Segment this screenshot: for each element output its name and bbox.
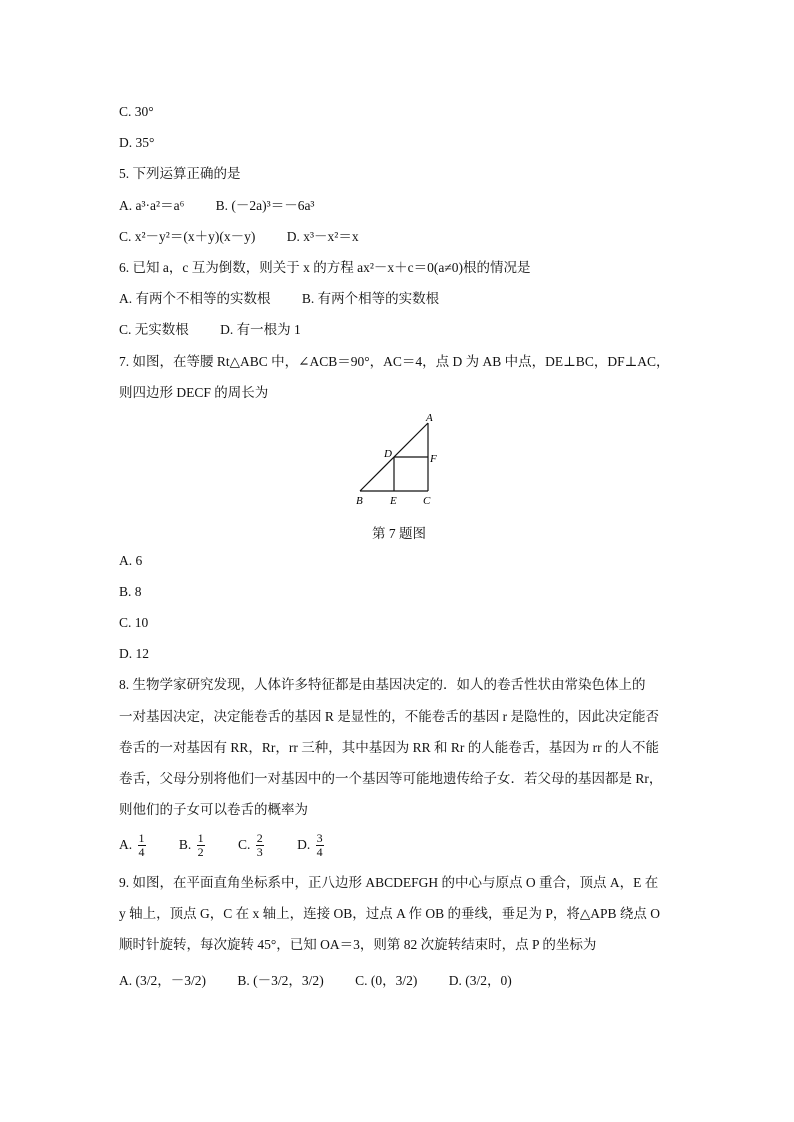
q5-stem: 5. 下列运算正确的是	[119, 166, 241, 181]
q9-option-c-suffix: )	[412, 973, 418, 988]
q7-option-a: A. 6	[119, 553, 143, 568]
q9-option-c-y: 3/2	[395, 973, 413, 988]
q8-option-c-label: C.	[238, 837, 251, 852]
q8-option-d-label: D.	[297, 837, 311, 852]
q6-options-row1	[119, 291, 467, 307]
q9-option-b-y: 3/2	[301, 973, 320, 988]
q8-line3: 卷舌的一对基因有 RR，Rr，rr 三种，其中基因为 RR 和 Rr 的人能卷舌，基因为 rr 的人不能	[119, 740, 659, 755]
q5-options-row2	[119, 229, 387, 245]
label-e: E	[390, 495, 397, 507]
q6-option-d: D. 有一根为 1	[220, 322, 301, 337]
q9-option-d-x: 3/2	[469, 973, 487, 988]
q9-option-a-y: －3/2	[170, 973, 202, 988]
q8-option-b-fraction	[197, 832, 205, 859]
q9-option-b-prefix: B. (	[237, 973, 258, 988]
q9-option-d-suffix: ，0)	[486, 973, 512, 988]
numerator: 2	[256, 831, 263, 846]
q9-option-a-prefix: A. (	[119, 973, 140, 988]
q8-option-a-label: A.	[119, 837, 133, 852]
q9-options	[119, 966, 540, 996]
separator: ，	[288, 973, 302, 988]
q5-option-a: A. a³·a²＝a⁶	[119, 198, 185, 213]
numerator: 1	[138, 831, 145, 846]
q9-line1: 9. 如图，在平面直角坐标系中，正八边形 ABCDEFGH 的中心与原点 O 重合，顶点 A，E 在	[119, 875, 659, 890]
q5-option-b: B. (－2a)³＝－6a³	[215, 198, 315, 213]
denominator: 3	[256, 845, 263, 860]
label-f: F	[430, 453, 437, 465]
q6-stem: 6. 已知 a，c 互为倒数，则关于 x 的方程 ax²－x＋c＝0(a≠0)根的情况是	[119, 260, 531, 275]
q8-line2: 一对基因决定，决定能卷舌的基因 R 是显性的，不能卷舌的基因 r 是隐性的，因此决定能否	[119, 709, 659, 724]
q9-line2: y 轴上，顶点 G，C 在 x 轴上，连接 OB，过点 A 作 OB 的垂线，垂足为 P，将△APB 绕点 O	[119, 906, 661, 921]
numerator: 1	[197, 831, 204, 846]
q9-option-b	[237, 966, 323, 996]
q7-option-c: C. 10	[119, 615, 149, 630]
q8-option-a	[119, 830, 148, 860]
q7-stem-line1: 7. 如图，在等腰 Rt△ABC 中，∠ACB＝90°，AC＝4，点 D 为 AB 中点，DE⊥BC，DF⊥AC，	[119, 354, 670, 369]
q5-options-row1	[119, 198, 342, 214]
q9-option-a-x: 3/2	[140, 973, 158, 988]
label-b: B	[356, 495, 363, 507]
q4-option-d: D. 35°	[119, 135, 155, 150]
q7-stem-line2: 则四边形 DECF 的周长为	[119, 385, 269, 400]
q6-option-b: B. 有两个相等的实数根	[301, 291, 440, 306]
q8-options	[119, 830, 354, 860]
q4-option-c: C. 30°	[119, 104, 154, 119]
q6-options-row2	[119, 322, 329, 338]
q9-option-a	[119, 966, 206, 996]
denominator: 4	[138, 845, 145, 860]
q5-option-c: C. x²－y²＝(x＋y)(x－y)	[119, 229, 256, 244]
q8-option-d-fraction	[316, 832, 324, 859]
q5-option-d: D. x³－x²＝x	[286, 229, 359, 244]
q8-option-b-label: B.	[178, 837, 192, 852]
q9-option-d	[449, 966, 512, 996]
q8-line5: 则他们的子女可以卷舌的概率为	[119, 802, 308, 817]
label-a: A	[426, 412, 433, 424]
q9-option-d-prefix: D. (	[448, 973, 470, 988]
q9-option-c	[355, 966, 417, 996]
q7-option-d: D. 12	[119, 646, 149, 661]
q9-option-a-suffix: )	[201, 973, 207, 988]
q8-option-c	[238, 830, 266, 860]
label-c: C	[423, 495, 431, 507]
q8-option-c-fraction	[256, 832, 264, 859]
q9-option-b-x: －3/2	[257, 973, 289, 988]
denominator: 4	[316, 845, 323, 860]
q6-option-c: C. 无实数根	[119, 322, 189, 337]
q9-option-c-prefix: C. (0，	[355, 973, 396, 988]
q7-figure-caption: 第 7 题图	[372, 526, 426, 541]
q6-option-a: A. 有两个不相等的实数根	[119, 291, 271, 306]
q8-option-b	[179, 830, 207, 860]
q8-option-a-fraction	[138, 832, 146, 859]
q8-line4: 卷舌，父母分别将他们一对基因中的一个基因等可能地遗传给子女．若父母的基因都是 Rr，	[119, 771, 663, 786]
q9-line3: 顺时针旋转，每次旋转 45°，已知 OA＝3，则第 82 次旋转结束时，点 P 的坐标为	[119, 937, 597, 952]
q8-line1: 8. 生物学家研究发现，人体许多特征都是由基因决定的．如人的卷舌性状由常染色体上的	[119, 677, 646, 692]
separator: ，	[157, 973, 171, 988]
q9-option-b-suffix: )	[319, 973, 324, 988]
q7-triangle-figure	[350, 408, 450, 508]
q7-option-b: B. 8	[119, 584, 142, 599]
denominator: 2	[197, 845, 204, 860]
label-d: D	[384, 448, 392, 460]
q8-option-d	[297, 830, 326, 860]
numerator: 3	[316, 831, 323, 846]
